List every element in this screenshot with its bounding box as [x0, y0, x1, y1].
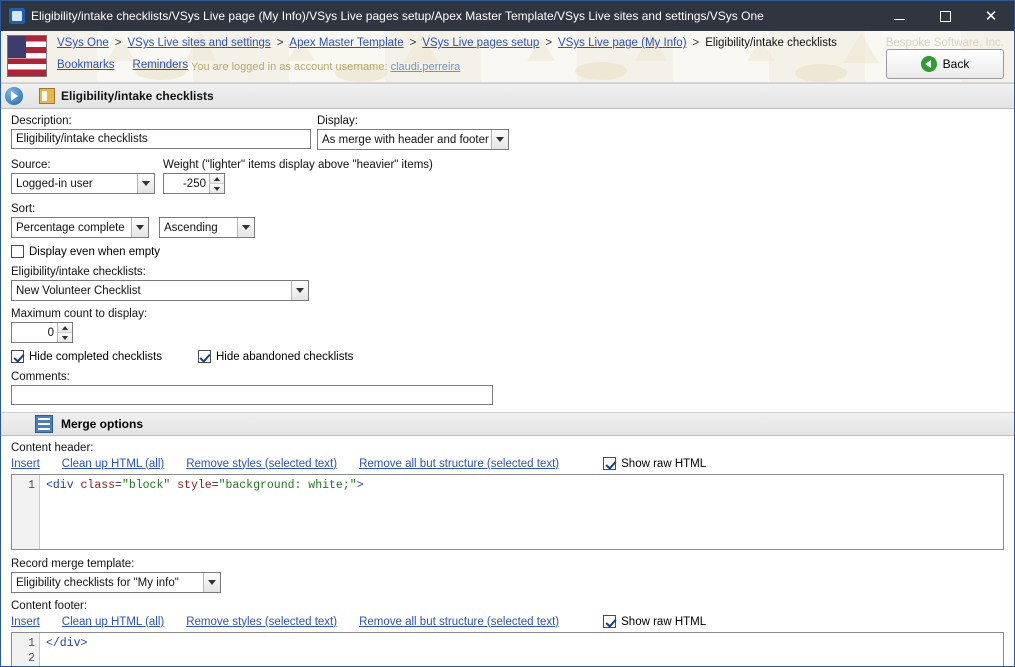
breadcrumb-current: Eligibility/intake checklists: [705, 37, 837, 49]
us-flag-logo-icon: [7, 35, 47, 77]
breadcrumb-item-2[interactable]: Apex Master Template: [289, 37, 404, 49]
description-field-group: [11, 115, 317, 150]
code-token: style: [177, 479, 212, 492]
chevron-down-icon[interactable]: [131, 218, 148, 237]
checkbox-indicator[interactable]: [603, 457, 616, 470]
content-footer-section: [11, 600, 1004, 666]
window-controls: [876, 1, 1014, 31]
content-header-section: [11, 436, 1004, 550]
content-footer-code[interactable]: [40, 633, 1003, 666]
back-button[interactable]: [886, 49, 1004, 79]
sort-direction-combobox[interactable]: [159, 217, 255, 238]
insert-link-footer[interactable]: Insert: [11, 615, 40, 628]
cleanup-html-link-footer[interactable]: Clean up HTML (all): [61, 615, 165, 628]
sort-value: Percentage complete: [16, 221, 125, 234]
content-footer-actions: [11, 615, 1004, 628]
display-field-group: [317, 115, 509, 150]
stepper-arrows[interactable]: [209, 174, 224, 193]
header-subnav: [57, 59, 188, 71]
remove-styles-link-header[interactable]: Remove styles (selected text): [186, 457, 338, 470]
stepper-down-icon[interactable]: [209, 184, 224, 193]
chevron-down-icon[interactable]: [291, 281, 308, 300]
document-icon: [39, 88, 55, 104]
code-token: "block": [121, 479, 171, 492]
record-merge-template-group: [11, 558, 1004, 593]
merge-options-header: [1, 412, 1014, 436]
bookmarks-link[interactable]: Bookmarks: [57, 59, 115, 71]
code-token: =: [115, 479, 122, 492]
description-label: Description:: [11, 115, 72, 127]
content-header-editor[interactable]: [11, 474, 1004, 550]
hide-completed-checkbox[interactable]: [11, 350, 162, 363]
display-even-when-empty-label: Display even when empty: [29, 245, 161, 258]
source-label: Source:: [11, 159, 51, 171]
logged-in-prefix: You are logged in as account username:: [191, 61, 388, 73]
show-raw-html-checkbox-footer[interactable]: [603, 615, 706, 628]
chevron-down-icon[interactable]: [491, 130, 508, 149]
line-number: 1: [28, 637, 35, 650]
breadcrumb-item-0[interactable]: VSys One: [57, 37, 109, 49]
company-name: Bespoke Software, Inc.: [885, 37, 1004, 49]
max-count-value: 0: [47, 326, 54, 339]
merge-grid-icon: [35, 415, 53, 433]
max-count-field-group: [11, 308, 1004, 343]
breadcrumb-separator: >: [276, 37, 284, 49]
display-combobox[interactable]: [317, 129, 509, 150]
maximize-button[interactable]: [922, 1, 968, 31]
hide-completed-label: Hide completed checklists: [29, 350, 162, 363]
section-header-bar: [1, 83, 1014, 109]
code-token: >: [356, 479, 364, 492]
stepper-up-icon[interactable]: [209, 174, 224, 184]
line-number: 1: [28, 479, 35, 492]
sort-controls-row: [11, 217, 1004, 238]
close-button[interactable]: ✕: [984, 7, 998, 25]
comments-input[interactable]: [11, 385, 493, 405]
form-body: [1, 109, 1014, 666]
logged-in-status: [191, 61, 460, 73]
code-token: "background: white;": [218, 479, 357, 492]
remove-all-but-structure-link-header[interactable]: Remove all but structure (selected text): [359, 457, 560, 470]
chevron-down-icon[interactable]: [237, 218, 254, 237]
source-combobox[interactable]: [11, 173, 155, 194]
play-icon[interactable]: [5, 87, 23, 105]
stepper-arrows[interactable]: [57, 323, 72, 342]
sort-field-group: [11, 203, 1004, 238]
stepper-down-icon[interactable]: [57, 333, 72, 342]
hide-options-row: [11, 350, 1004, 363]
stepper-up-icon[interactable]: [57, 323, 72, 333]
insert-link-header[interactable]: Insert: [11, 457, 40, 470]
breadcrumb: [57, 37, 837, 49]
weight-field-group: [163, 159, 433, 194]
chevron-down-icon[interactable]: [137, 174, 154, 193]
content-footer-line-numbers: [12, 633, 40, 666]
title-bar: [1, 1, 1014, 31]
remove-styles-link-footer[interactable]: Remove styles (selected text): [186, 615, 338, 628]
show-raw-html-checkbox-header[interactable]: [603, 457, 706, 470]
content-footer-label: Content footer:: [11, 600, 88, 612]
source-value: Logged-in user: [16, 177, 93, 190]
code-token: =: [211, 479, 219, 492]
source-field-group: [11, 159, 163, 194]
code-token: <div: [46, 479, 81, 492]
weight-stepper[interactable]: [163, 173, 225, 194]
checkbox-indicator[interactable]: [11, 350, 24, 363]
back-button-label: Back: [942, 57, 970, 71]
minimize-button[interactable]: [876, 1, 922, 31]
description-input[interactable]: [11, 129, 311, 149]
breadcrumb-item-1[interactable]: VSys Live sites and settings: [127, 37, 271, 49]
content-footer-editor[interactable]: [11, 632, 1004, 666]
description-display-row: [11, 115, 1004, 157]
checkbox-indicator[interactable]: [11, 245, 24, 258]
show-raw-html-label: Show raw HTML: [621, 615, 707, 628]
reminders-link[interactable]: Reminders: [132, 59, 189, 71]
breadcrumb-separator: >: [114, 37, 122, 49]
comments-field-group: [11, 371, 1004, 405]
max-count-stepper[interactable]: [11, 322, 73, 343]
page-title: Eligibility/intake checklists: [61, 89, 214, 103]
hide-abandoned-label: Hide abandoned checklists: [215, 350, 354, 363]
sort-direction-value: Ascending: [164, 221, 218, 234]
record-merge-label: Record merge template:: [11, 558, 135, 570]
breadcrumb-separator: >: [545, 37, 553, 49]
code-token: class: [80, 479, 116, 492]
line-number: 2: [28, 652, 35, 665]
record-merge-combobox[interactable]: [11, 572, 221, 593]
remove-all-but-structure-link-footer[interactable]: Remove all but structure (selected text): [359, 615, 560, 628]
checklists-label: Eligibility/intake checklists:: [11, 266, 146, 278]
content-header-code[interactable]: [40, 475, 1003, 549]
display-label: Display:: [317, 115, 358, 127]
content-header-line-numbers: [12, 475, 40, 549]
checkbox-indicator[interactable]: [603, 615, 616, 628]
sort-field-combobox[interactable]: [11, 217, 149, 238]
weight-value: -250: [182, 177, 206, 190]
display-even-when-empty-checkbox[interactable]: [11, 245, 1004, 258]
breadcrumb-item-3[interactable]: VSys Live pages setup: [422, 37, 540, 49]
sort-label: Sort:: [11, 203, 36, 215]
show-raw-html-label: Show raw HTML: [621, 457, 707, 470]
comments-label: Comments:: [11, 371, 70, 383]
window-title: Eligibility/intake checklists/VSys Live page (My Info)/VSys Live pages setup/Apex Master Template/VSys Live sites and settings/VSys One: [31, 9, 764, 23]
cleanup-html-link-header[interactable]: Clean up HTML (all): [61, 457, 165, 470]
weight-label: Weight ("lighter" items display above "heavier" items): [163, 159, 433, 171]
source-weight-row: [11, 159, 1004, 201]
back-arrow-icon: [921, 56, 937, 72]
max-count-label: Maximum count to display:: [11, 308, 148, 320]
display-value: As merge with header and footer: [322, 133, 489, 146]
breadcrumb-separator: >: [409, 37, 417, 49]
logged-in-username-link[interactable]: claudi.perreira: [390, 61, 461, 73]
checklists-combobox[interactable]: [11, 280, 309, 301]
checkbox-indicator[interactable]: [198, 350, 211, 363]
breadcrumb-item-4[interactable]: VSys Live page (My Info): [558, 37, 687, 49]
page-header: [1, 31, 1014, 83]
content-header-actions: [11, 457, 1004, 470]
code-token: </div>: [46, 637, 88, 650]
checklists-value: New Volunteer Checklist: [16, 284, 141, 297]
merge-options-title: Merge options: [61, 417, 144, 431]
content-header-label: Content header:: [11, 442, 94, 454]
checklists-field-group: [11, 266, 1004, 301]
record-merge-value: Eligibility checklists for "My info": [16, 576, 179, 589]
breadcrumb-separator: >: [692, 37, 700, 49]
hide-abandoned-checkbox[interactable]: [198, 350, 353, 363]
chevron-down-icon[interactable]: [203, 573, 220, 592]
app-logo-icon: [9, 8, 25, 24]
